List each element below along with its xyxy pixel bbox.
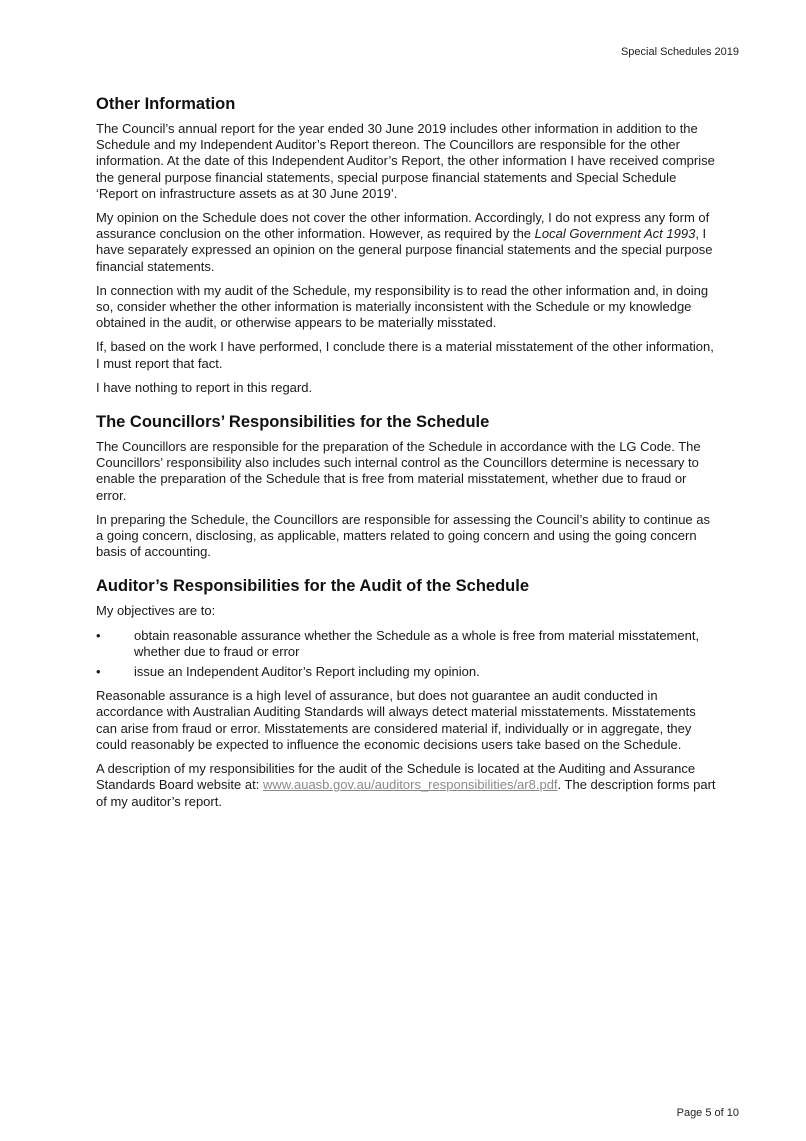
paragraph: Reasonable assurance is a high level of assurance, but does not guarantee an audit conducted in accordance with Australian Auditing Standards will always detect material misstatements. Misstatements can arise from fraud or error. Misstatements are considered material if, individually or in aggregate, they could reasonably be expected to influence the economic decisions users take based on the Schedule. [96, 688, 696, 752]
list-item [96, 664, 716, 680]
paragraph: The Councillors are responsible for the preparation of the Schedule in accordance with the LG Code. The Councillors’ responsibility also includes such internal control as the Councillors determine is necessary to enable the preparation of the Schedule that is free from material misstatement, whether due to fraud or error. [96, 439, 701, 503]
paragraph: My objectives are to: [96, 603, 216, 619]
section-other-information [96, 94, 716, 396]
document-body [96, 94, 716, 818]
text-run: . The description forms part of my auditor’s report. [96, 777, 716, 809]
section-auditor-responsibilities [96, 576, 716, 809]
bullet-icon: • [96, 627, 101, 643]
list-item [96, 628, 716, 660]
paragraph: In connection with my audit of the Schedule, my responsibility is to read the other information and, in doing so, consider whether the other information is materially inconsistent with the Schedule or my knowledge obtained in the audit, or otherwise appears to be materially misstated. [96, 282, 709, 331]
text-run: My opinion on the Schedule does not cover the other information. Accordingly, I do not express any form of assurance conclusion on the other information. However, as required by the [96, 210, 710, 242]
paragraph: In preparing the Schedule, the Councillors are responsible for assessing the Council’s ability to continue as a going concern, disclosing, as applicable, matters related to going concern and using the going concern basis of accounting. [96, 511, 711, 560]
text-run: , I have separately expressed an opinion on the general purpose financial statements and the special purpose financial statements. [96, 226, 713, 274]
paragraph: I have nothing to report in this regard. [96, 379, 313, 395]
paragraph [96, 210, 716, 275]
paragraph [96, 761, 716, 810]
act-name: Local Government Act 1993 [534, 226, 696, 242]
list-item-text: issue an Independent Auditor’s Report including my opinion. [134, 664, 480, 680]
paragraph: The Council’s annual report for the year ended 30 June 2019 includes other information in addition to the Schedule and my Independent Auditor’s Report thereon. The Councillors are responsible for the other information. At the date of this Independent Auditor’s Report, the other information I have received comprise the general purpose financial statements, special purpose financial statements and Special Schedule ‘Report on infrastructure assets as at 30 June 2019’. [96, 121, 715, 201]
text-run: A description of my responsibilities for the audit of the Schedule is located at the Auditing and Assurance Standards Board website at: [96, 761, 696, 793]
page-number: Page 5 of 10 [676, 1107, 739, 1119]
bullet-icon: • [96, 664, 101, 680]
objectives-list [96, 628, 716, 681]
section-heading: Other Information [96, 95, 236, 113]
list-item-text: obtain reasonable assurance whether the Schedule as a whole is free from material misstatement, whether due to fraud or error [134, 627, 700, 659]
section-councillors-responsibilities [96, 412, 716, 560]
auasb-link[interactable]: www.auasb.gov.au/auditors_responsibilities/ar8.pdf [262, 777, 558, 793]
page-header: Special Schedules 2019 [620, 46, 739, 58]
section-heading: The Councillors’ Responsibilities for the Schedule [96, 413, 490, 432]
section-heading: Auditor’s Responsibilities for the Audit of the Schedule [96, 577, 529, 596]
paragraph: If, based on the work I have performed, I conclude there is a material misstatement of the other information, I must report that fact. [96, 339, 714, 371]
